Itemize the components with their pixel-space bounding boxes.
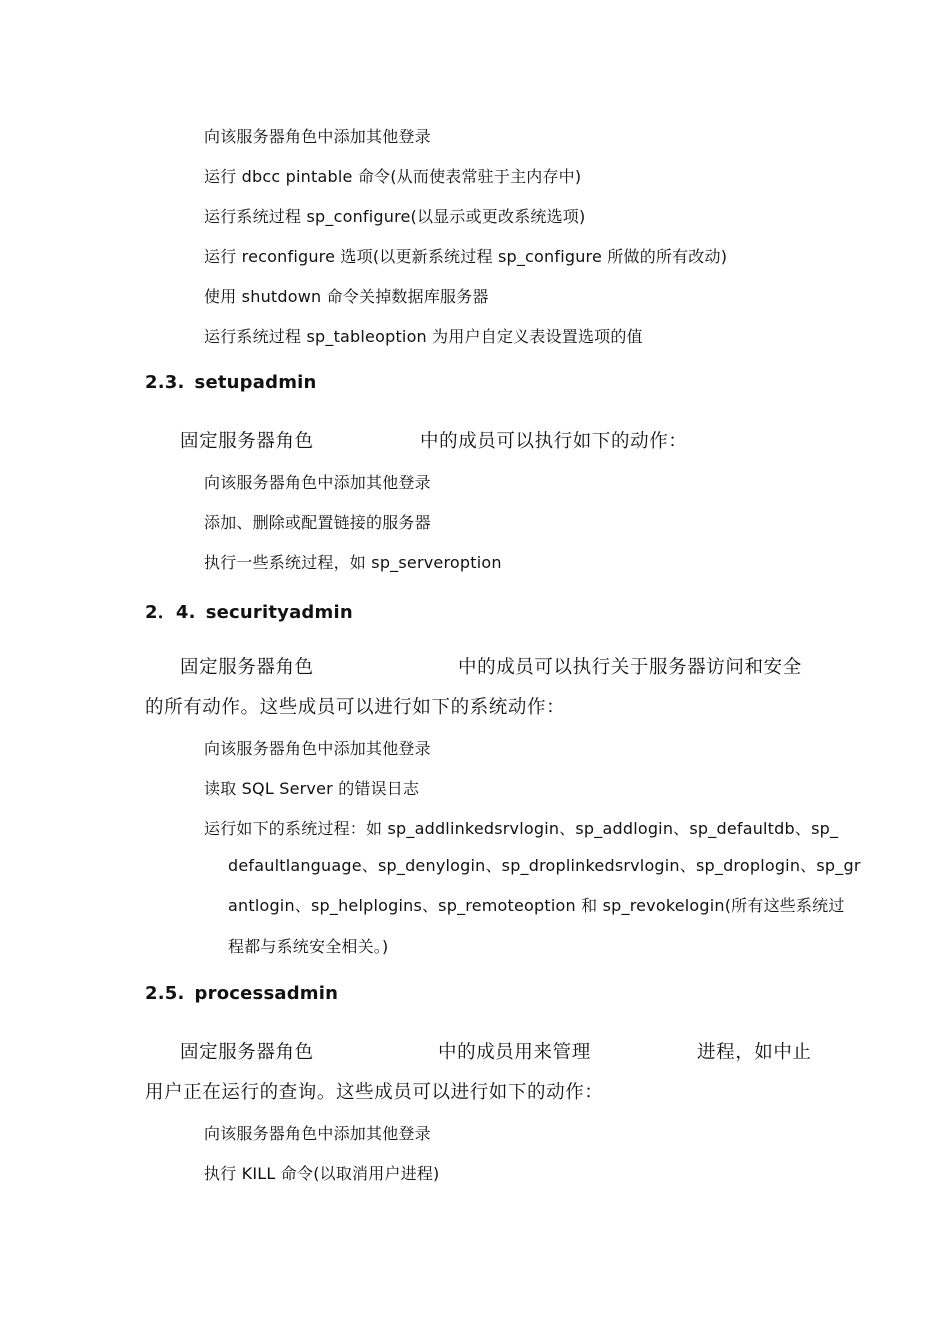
list-item: 向该服务器角色中添加其他登录 (204, 473, 431, 492)
list-item: 执行一些系统过程，如 sp_serveroption (204, 553, 502, 572)
section-title: securityadmin (205, 602, 353, 623)
list-item: 运行 reconfigure 选项(以更新系统过程 sp_configure 所做的所有改动) (204, 247, 728, 266)
list-item: 运行系统过程 sp_configure(以显示或更改系统选项) (204, 207, 586, 226)
section-title: processadmin (194, 983, 339, 1004)
paragraph-text: 中的成员用来管理 (438, 1042, 591, 1063)
section-number: 2.3. (145, 372, 185, 393)
paragraph-text: 的所有动作。这些成员可以进行如下的系统动作： (145, 697, 566, 718)
paragraph-text: 固定服务器角色 (180, 1042, 314, 1063)
list-item-continuation: defaultlanguage、sp_denylogin、sp_droplinkedsrvlogin、sp_droplogin、sp_gr (228, 856, 861, 875)
section-heading-processadmin (145, 983, 338, 1004)
list-item-continuation: antlogin、sp_helplogins、sp_remoteoption 和 sp_revokelogin(所有这些系统过 (228, 896, 845, 915)
paragraph-text: 中的成员可以执行如下的动作： (420, 431, 688, 452)
section-heading-securityadmin (145, 598, 353, 624)
paragraph-text: 用户正在运行的查询。这些成员可以进行如下的动作： (145, 1082, 604, 1103)
list-item: 向该服务器角色中添加其他登录 (204, 127, 431, 146)
paragraph-text: 固定服务器角色 (180, 657, 314, 678)
section-title: setupadmin (194, 372, 317, 393)
list-item: 运行如下的系统过程：如 sp_addlinkedsrvlogin、sp_addlogin、sp_defaultdb、sp_ (204, 819, 839, 838)
section-number: 2．4. (145, 602, 196, 623)
list-item: 使用 shutdown 命令关掉数据库服务器 (204, 287, 489, 306)
paragraph-text: 进程，如中止 (697, 1042, 812, 1063)
list-item: 向该服务器角色中添加其他登录 (204, 1124, 431, 1143)
list-item: 添加、删除或配置链接的服务器 (204, 513, 431, 532)
section-heading-setupadmin (145, 372, 317, 393)
list-item-continuation: 程都与系统安全相关。) (228, 937, 389, 956)
paragraph-text: 固定服务器角色 (180, 431, 314, 452)
list-item: 运行 dbcc pintable 命令(从而使表常驻于主内存中) (204, 167, 582, 186)
section-number: 2.5. (145, 983, 185, 1004)
list-item: 运行系统过程 sp_tableoption 为用户自定义表设置选项的值 (204, 327, 643, 346)
list-item: 执行 KILL 命令(以取消用户进程) (204, 1164, 440, 1183)
list-item: 向该服务器角色中添加其他登录 (204, 739, 431, 758)
list-item: 读取 SQL Server 的错误日志 (204, 779, 420, 798)
paragraph-text: 中的成员可以执行关于服务器访问和安全 (458, 657, 802, 678)
